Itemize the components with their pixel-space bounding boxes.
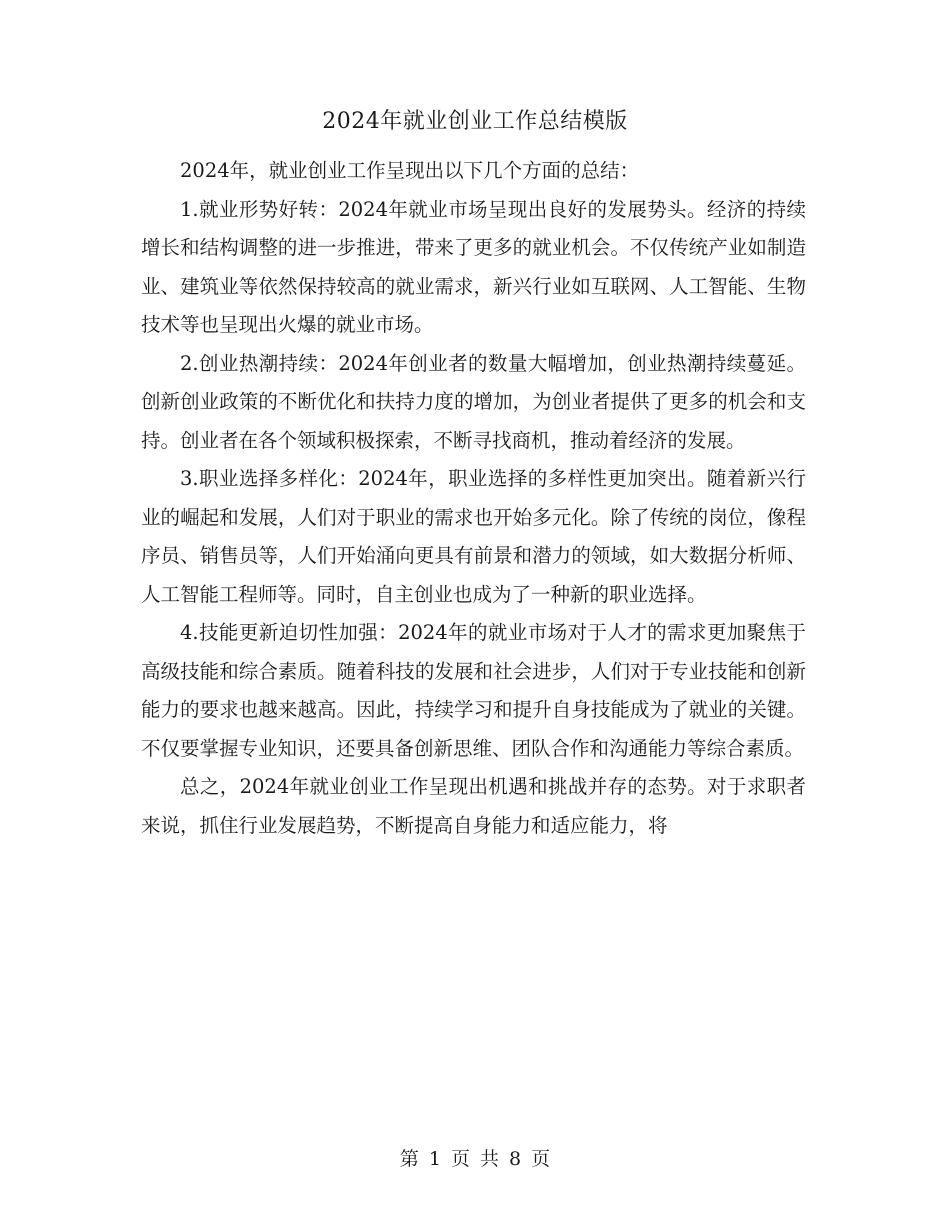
page-number-footer: 第 1 页 共 8 页 [399, 1148, 551, 1170]
paragraph-conclusion: 总之，2024年就业创业工作呈现出机遇和挑战并存的态势。对于求职者来说，抓住行业发展趋势，不断提高自身能力和适应能力，将 [141, 775, 806, 837]
document-body [141, 152, 806, 845]
paragraph-employment-situation: 1.就业形势好转：2024年就业市场呈现出良好的发展势头。经济的持续增长和结构调整的进一步推进，带来了更多的就业机会。不仅传统产业如制造业、建筑业等依然保持较高的就业需求，新兴行业如互联网、人工智能、生物技术等也呈现出火爆的就业市场。 [141, 197, 806, 336]
intro-paragraph: 2024年，就业创业工作呈现出以下几个方面的总结： [180, 159, 640, 182]
paragraph-entrepreneurship-trend: 2.创业热潮持续：2024年创业者的数量大幅增加，创业热潮持续蔓延。创新创业政策的不断优化和扶持力度的增加，为创业者提供了更多的机会和支持。创业者在各个领域积极探索，不断寻找商机，推动着经济的发展。 [141, 351, 806, 452]
paragraph-career-diversity: 3.职业选择多样化：2024年，职业选择的多样性更加突出。随着新兴行业的崛起和发展，人们对于职业的需求也开始多元化。除了传统的岗位，像程序员、销售员等，人们开始涌向更具有前景和潜力的领域，如大数据分析师、人工智能工程师等。同时，自主创业也成为了一种新的职业选择。 [141, 467, 806, 606]
paragraph-skill-upgrade: 4.技能更新迫切性加强：2024年的就业市场对于人才的需求更加聚焦于高级技能和综合素质。随着科技的发展和社会进步，人们对于专业技能和创新能力的要求也越来越高。因此，持续学习和提升自身技能成为了就业的关键。不仅要掌握专业知识，还要具备创新思维、团队合作和沟通能力等综合素质。 [141, 621, 806, 760]
document-title: 2024年就业创业工作总结模版 [322, 109, 628, 134]
